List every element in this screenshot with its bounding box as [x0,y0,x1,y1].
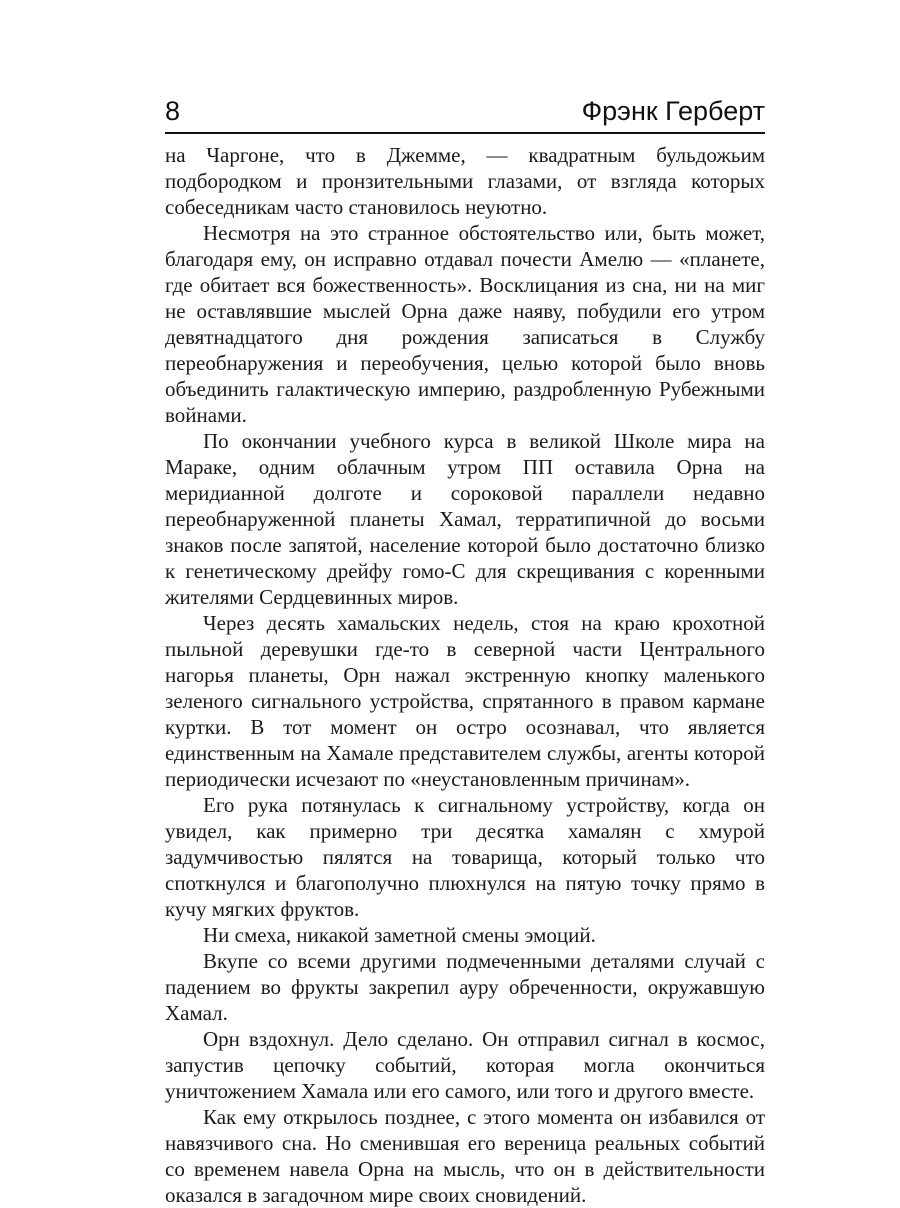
paragraph: По окончании учебного курса в великой Школе мира на Мараке, одним облачным утром ПП оставила Орна на меридианной долготе и сороковой параллели недавно переобнаруженной планеты Хамал, терратипичной до восьми знаков после запятой, население которой было достаточно близко к генетическому дрейфу гомо-С для скрещивания с коренными жителями Сердцевинных миров. [165,429,765,609]
running-title: Фрэнк Герберт [581,96,765,126]
paragraph: Несмотря на это странное обстоятельство или, быть может, благодаря ему, он исправно отдавал почести Амелю — «планете, где обитает вся божественность». Восклицания из сна, ни на миг не оставлявшие мыслей Орна даже наяву, побудили его утром девятнадцатого дня рождения записаться в Службу переобнаружения и переобучения, целью которой было вновь объединить галактическую империю, раздробленную Рубежными войнами. [165,221,765,427]
page-header [165,92,765,134]
page-number: 8 [165,96,181,126]
paragraph: Орн вздохнул. Дело сделано. Он отправил сигнал в космос, запустив цепочку событий, которая могла окончиться уничтожением Хамала или его самого, или того и другого вместе. [165,1027,765,1103]
paragraph: на Чаргоне, что в Джемме, — квадратным бульдожьим подбородком и пронзительными глазами, от взгляда которых собеседникам часто становилось неуютно. [165,143,765,219]
paragraph: Вкупе со всеми другими подмеченными деталями случай с падением во фрукты закрепил ауру обреченности, окружавшую Хамал. [165,949,765,1025]
paragraph: Как ему открылось позднее, с этого момента он избавился от навязчивого сна. Но сменившая его вереница реальных событий со временем навела Орна на мысль, что он в действительности оказался в загадочном мире своих сновидений. [165,1105,765,1207]
body-text [165,142,765,1208]
paragraph: Через десять хамальских недель, стоя на краю крохотной пыльной деревушки где-то в северной части Центрального нагорья планеты, Орн нажал экстренную кнопку маленького зеленого сигнального устройства, спрятанного в правом кармане куртки. В тот момент он остро осознавал, что является единственным на Хамале представителем службы, агенты которой периодически исчезают по «неустановленным причинам». [165,611,765,791]
paragraph: Ни смеха, никакой заметной смены эмоций. [203,923,596,947]
paragraph: Его рука потянулась к сигнальному устройству, когда он увидел, как примерно три десятка хамалян с хмурой задумчивостью пялятся на товарища, который только что споткнулся и благополучно плюхнулся на пятую точку прямо в кучу мягких фруктов. [165,793,765,921]
